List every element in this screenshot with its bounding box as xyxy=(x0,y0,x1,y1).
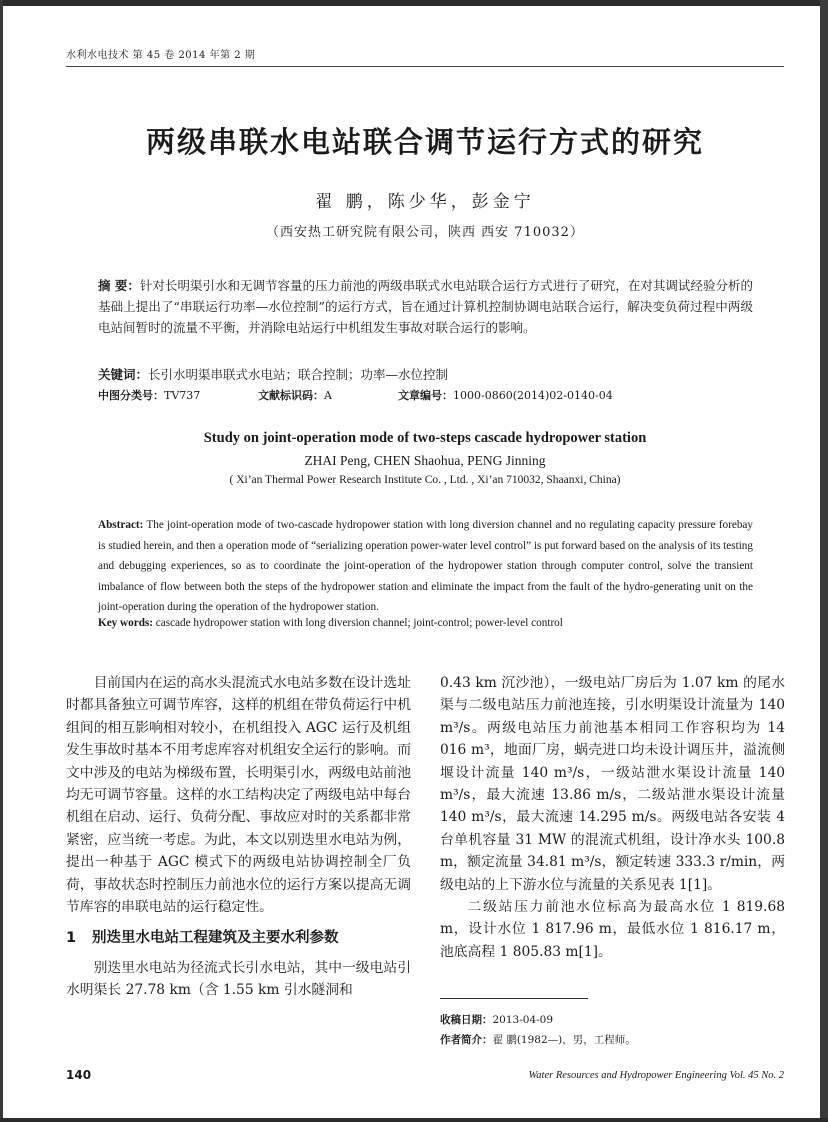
keywords-en-text: cascade hydropower station with long diversion channel; joint-control; power-level control xyxy=(155,617,563,629)
author-bio: 作者简介：翟 鹏(1982—)，男，工程师。 xyxy=(440,1034,636,1046)
viewer-border-left xyxy=(0,0,3,1122)
english-affiliation: ( Xi’an Thermal Power Research Institute Co. , Ltd. , Xi’an 710032, Shaanxi, China) xyxy=(229,474,621,486)
affiliation: （西安热工研究院有限公司，陕西 西安 710032） xyxy=(266,225,584,240)
english-authors: ZHAI Peng, CHEN Shaohua, PENG Jinning xyxy=(304,453,546,468)
keywords-en-label: Key words: xyxy=(98,617,153,629)
section-heading xyxy=(66,927,411,949)
section1-paragraph: 别迭里水电站为径流式长引水电站，其中一级电站引水明渠长 27.78 km（含 1.55 km 引水隧洞和 xyxy=(66,959,411,999)
abstract-en-label: Abstract: xyxy=(98,519,144,531)
article-number: 文章编号：1000-0860(2014)02-0140-04 xyxy=(398,389,613,402)
english-title: Study on joint-operation mode of two-steps cascade hydropower station xyxy=(203,430,647,446)
abstract-cn-text: 针对长明渠引水和无调节容量的压力前池的两级串联式水电站联合运行方式进行了研究，在对其调试经验分析的基础上提出了“串联运行功率—水位控制”的运行方式，旨在通过计算机控制协调电站联合运行，解决变负荷过程中两级电站间暂时的流量不平衡，并消除电站运行中机组发生事故对联合运行的影响。 xyxy=(98,278,753,335)
header-rule xyxy=(66,66,784,67)
abstract-cn-label: 摘 要： xyxy=(98,278,140,293)
journal-footer: Water Resources and Hydropower Engineering Vol. 45 No. 2 xyxy=(528,1070,784,1081)
clc-code: 中图分类号：TV737 xyxy=(98,389,201,402)
viewer-border-right xyxy=(820,0,828,1122)
keywords-en xyxy=(98,617,753,629)
keywords-cn xyxy=(98,365,753,383)
abstract-en xyxy=(98,515,753,618)
page-number: 140 xyxy=(66,1068,92,1082)
intro-paragraph: 目前国内在运的高水头混流式水电站多数在设计选址时都具备独立可调节库容，这样的机组在带负荷运行中机组间的相互影响相对较小，在机组投入 AGC 运行及机组发生事故时基本不用考虑库容对机组安全运行的影响。而文中涉及的电站为梯级布置，长明渠引水，两级电站前池均无可调节容量。这样的水工结构决定了两级电站中每台机组在启动、运行、负荷分配、事故应对时的关系都非常紧密，应当统一考虑。为此，本文以别迭里水电站为例，提出一种基于 AGC 模式下的两级电站协调控制全厂负荷，事故状态时控制压力前池水位的运行方案以提高无调节库容的串联电站的运行稳定性。 xyxy=(66,675,411,916)
body-column-right xyxy=(440,672,785,963)
paper-title: 两级串联水电站联合调节运行方式的研究 xyxy=(145,125,704,159)
section-number: 1 xyxy=(66,930,77,947)
body-column-left xyxy=(66,672,411,1002)
keywords-cn-text: 长引水明渠串联式水电站；联合控制；功率—水位控制 xyxy=(148,367,449,382)
right-paragraph-2: 二级站压力前池水位标高为最高水位 1 819.68 m，设计水位 1 817.96 m，最低水位 1 816.17 m，池底高程 1 805.83 m[1]。 xyxy=(440,899,785,960)
section-title: 别迭里水电站工程建筑及主要水利参数 xyxy=(92,930,339,947)
viewer-border-top xyxy=(0,0,828,6)
doc-code: 文献标识码：A xyxy=(258,389,332,402)
abstract-cn xyxy=(98,275,753,338)
abstract-en-text: The joint-operation mode of two-cascade hydropower station with long diversion channel and no regulating capacity pressure forebay is studied herein, and then a operation mode of “serializing operation power-water level control” is put forward based on the analysis of its testing and debugging experiences, so as to coordinate the joint-operation of the hydropower station through computer control, solve the transient imbalance of flow between both the steps of the hydropower station and eliminate the impact from the fault of the hydro-generating unit on the joint-operation during the operation of the hydropower station. xyxy=(98,519,753,613)
received-date: 收稿日期：2013-04-09 xyxy=(440,1014,554,1026)
keywords-cn-label: 关键词： xyxy=(98,367,149,382)
running-header: 水利水电技术 第 45 卷 2014 年第 2 期 xyxy=(66,50,256,61)
viewer-border-bottom xyxy=(0,1118,828,1122)
footnote-rule xyxy=(440,998,588,999)
right-paragraph-1: 0.43 km 沉沙池），一级电站厂房后为 1.07 km 的尾水渠与二级电站压力前池连接，引水明渠设计流量为 140 m³/s。两级电站压力前池基本相同工作容积均为 14 016 m³，地面厂房，蜗壳进口均未设计调压井，溢流侧堰设计流量 140 m³/s，一级站泄水渠设计流量 140 m³/s，最大流速 13.86 m/s，二级站泄水渠设计流量 140 m³/s，最大流速 14.295 m/s。两级电站各安装 4 台单机容量 31 MW 的混流式机组，设计净水头 100.8 m，额定流量 34.81 m³/s，额定转速 333.3 r/min，两级电站的上下游水位与流量的关系见表 1[1]。 xyxy=(440,675,785,893)
authors: 翟 鹏，陈少华，彭金宁 xyxy=(315,192,535,212)
